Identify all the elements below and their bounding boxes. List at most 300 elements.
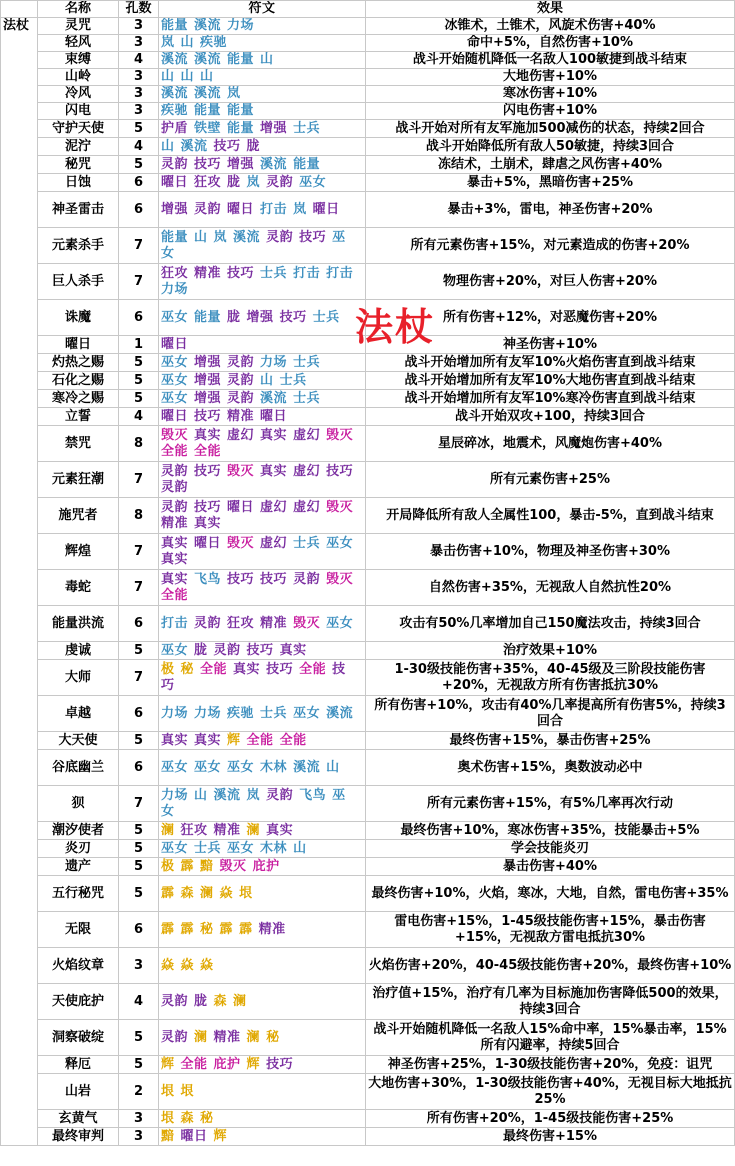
- rune-word: 技巧: [194, 499, 222, 515]
- effect-text: 冻结术，土崩术，肆虐之风伤害+40%: [366, 156, 735, 174]
- rune-list: [159, 534, 366, 570]
- rune-word: 士兵: [312, 309, 340, 325]
- rune-word: 曜日: [227, 499, 255, 515]
- hole-count: 7: [119, 660, 159, 696]
- table-row: [1, 876, 735, 912]
- rune-list: [159, 86, 366, 103]
- item-name: 遗产: [38, 858, 119, 876]
- rune-list: [159, 354, 366, 372]
- rune-list: [159, 498, 366, 534]
- rune-word: 力场: [260, 354, 288, 370]
- rune-word: 霹: [180, 858, 195, 874]
- rune-word: 灵韵: [194, 615, 222, 631]
- rune-word: 巫女: [293, 705, 321, 721]
- hole-count: 5: [119, 1020, 159, 1056]
- rune-word: 技巧: [227, 571, 255, 587]
- effect-text: 最终伤害+10%，火焰，寒冰，大地，自然，雷电伤害+35%: [366, 876, 735, 912]
- effect-text: 冰锥术，土锥术，风旋术伤害+40%: [366, 18, 735, 35]
- hole-count: 6: [119, 192, 159, 228]
- table-row: [1, 1074, 735, 1110]
- rune-list: [159, 156, 366, 174]
- rune-list: [159, 52, 366, 69]
- effect-text: 最终伤害+10%，寒冰伤害+35%，技能暴击+5%: [366, 822, 735, 840]
- effect-text: 最终伤害+15%，暴击伤害+25%: [366, 732, 735, 750]
- rune-word: 精准: [213, 822, 241, 838]
- table-row: [1, 948, 735, 984]
- weapon-type-overlay-label: 法杖: [355, 305, 436, 349]
- item-name: 能量洪流: [38, 606, 119, 642]
- rune-word: 灵韵: [266, 787, 294, 803]
- hole-count: 7: [119, 570, 159, 606]
- rune-word: 灵韵: [266, 229, 294, 245]
- rune-word: 全能: [180, 1056, 208, 1072]
- rune-word: 灵韵: [161, 499, 189, 515]
- effect-text: 战斗开始增加所有友军10%寒冷伤害直到战斗结束: [366, 390, 735, 408]
- rune-list: [159, 822, 366, 840]
- rune-word: 真实: [161, 732, 189, 748]
- rune-word: 技巧: [194, 408, 222, 424]
- item-name: 泥泞: [38, 138, 119, 156]
- rune-list: [159, 390, 366, 408]
- table-row: [1, 1056, 735, 1074]
- rune-word: 增强: [161, 201, 189, 217]
- hole-count: 5: [119, 840, 159, 858]
- hole-count: 7: [119, 786, 159, 822]
- rune-word: 能量: [227, 52, 255, 67]
- rune-word: 垠: [180, 1083, 195, 1099]
- rune-word: 力场: [161, 281, 189, 297]
- item-name: 轻风: [38, 35, 119, 52]
- rune-word: 虚幻: [293, 499, 321, 515]
- rune-word: 辉: [213, 1128, 228, 1144]
- rune-word: 技巧: [260, 571, 288, 587]
- rune-list: [159, 660, 366, 696]
- rune-list: [159, 264, 366, 300]
- table-row: [1, 408, 735, 426]
- rune-list: [159, 876, 366, 912]
- table-row: [1, 426, 735, 462]
- rune-word: 真实: [194, 515, 222, 531]
- rune-word: 山: [180, 69, 195, 84]
- hole-count: 4: [119, 52, 159, 69]
- table-row: [1, 750, 735, 786]
- item-name: 灼热之赐: [38, 354, 119, 372]
- rune-word: 真实: [161, 535, 189, 551]
- hole-count: 3: [119, 86, 159, 103]
- effect-text: 物理伤害+20%，对巨人伤害+20%: [366, 264, 735, 300]
- effect-text: 所有元素伤害+15%，对元素造成的伤害+20%: [366, 228, 735, 264]
- rune-word: 溪流: [161, 52, 189, 67]
- rune-word: 曜日: [161, 336, 189, 352]
- item-name: 石化之赐: [38, 372, 119, 390]
- rune-word: 焱: [200, 957, 214, 973]
- item-name: 冷风: [38, 86, 119, 103]
- rune-word: 士兵: [293, 120, 321, 136]
- item-name: 狈: [38, 786, 119, 822]
- rune-list: [159, 696, 366, 732]
- rune-list: [159, 948, 366, 984]
- rune-word: 力场: [161, 705, 189, 721]
- rune-list: [159, 426, 366, 462]
- effect-text: 所有伤害+12%，对恶魔伤害+20%: [366, 300, 735, 336]
- rune-word: 毁灭: [326, 427, 354, 443]
- rune-word: 巫女: [194, 759, 222, 775]
- hole-count: 7: [119, 462, 159, 498]
- effect-text: 闪电伤害+10%: [366, 103, 735, 120]
- table-row: [1, 786, 735, 822]
- table-row: [1, 103, 735, 120]
- rune-word: 灵韵: [194, 201, 222, 217]
- rune-word: 打击: [293, 265, 321, 281]
- effect-text: 暴击伤害+40%: [366, 858, 735, 876]
- table-row: [1, 228, 735, 264]
- rune-word: 岚: [161, 35, 175, 50]
- rune-word: 霹: [161, 921, 175, 937]
- rune-list: [159, 462, 366, 498]
- rune-word: 灵韵: [293, 571, 321, 587]
- rune-list: [159, 1110, 366, 1128]
- rune-list: [159, 1128, 366, 1146]
- rune-word: 护盾: [161, 120, 189, 136]
- table-row: [1, 534, 735, 570]
- rune-word: 虚幻: [293, 463, 321, 479]
- rune-word: 巫女: [299, 174, 327, 190]
- rune-word: 技巧: [266, 661, 294, 677]
- rune-word: 溪流: [161, 86, 189, 101]
- rune-word: 曜日: [227, 201, 255, 217]
- rune-word: 巫女: [227, 840, 255, 856]
- rune-word: 胧: [194, 642, 208, 658]
- rune-word: 焱: [161, 957, 175, 973]
- rune-word: 技巧: [266, 1056, 294, 1072]
- rune-word: 山: [326, 759, 340, 775]
- item-name: 元素杀手: [38, 228, 119, 264]
- effect-text: 神圣伤害+10%: [366, 336, 735, 354]
- item-name: 释厄: [38, 1056, 119, 1074]
- rune-word: 灵韵: [227, 390, 255, 406]
- rune-word: 岚: [246, 174, 261, 190]
- table-row: [1, 642, 735, 660]
- rune-list: [159, 120, 366, 138]
- rune-word: 霹: [239, 921, 253, 937]
- rune-word: 山: [260, 52, 274, 67]
- effect-text: 攻击有50%几率增加自己150魔法攻击，持续3回合: [366, 606, 735, 642]
- table-row: [1, 390, 735, 408]
- rune-word: 岚: [213, 229, 228, 245]
- hole-count: 5: [119, 120, 159, 138]
- rune-word: 全能: [299, 661, 327, 677]
- rune-word: 增强: [260, 120, 288, 136]
- rune-word: 虚幻: [227, 427, 255, 443]
- hole-count: 5: [119, 732, 159, 750]
- header-name: 名称: [38, 1, 119, 18]
- rune-word: 疾驰: [227, 705, 255, 721]
- rune-word: 灵韵: [227, 354, 255, 370]
- rune-word: 山: [194, 787, 208, 803]
- effect-text: 战斗开始降低所有敌人50敏捷，持续3回合: [366, 138, 735, 156]
- rune-word: 虚幻: [293, 427, 321, 443]
- rune-word: 士兵: [293, 535, 321, 551]
- rune-word: 技巧: [299, 229, 327, 245]
- hole-count: 5: [119, 1056, 159, 1074]
- rune-word: 辉: [246, 1056, 261, 1072]
- rune-word: 士兵: [260, 705, 288, 721]
- effect-text: 所有元素伤害+15%，有5%几率再次行动: [366, 786, 735, 822]
- rune-list: [159, 786, 366, 822]
- rune-list: [159, 606, 366, 642]
- effect-text: 暴击+3%，雷电，神圣伤害+20%: [366, 192, 735, 228]
- rune-word: 增强: [194, 354, 222, 370]
- item-name: 山岭: [38, 69, 119, 86]
- hole-count: 8: [119, 498, 159, 534]
- item-name: 卓越: [38, 696, 119, 732]
- hole-count: 7: [119, 534, 159, 570]
- rune-word: 山: [293, 840, 307, 856]
- rune-word: 溪流: [194, 18, 222, 33]
- rune-word: 垠: [161, 1110, 175, 1126]
- table-row: [1, 498, 735, 534]
- item-name: 立誓: [38, 408, 119, 426]
- rune-word: 力场: [161, 787, 189, 803]
- hole-count: 5: [119, 858, 159, 876]
- rune-word: 曜日: [161, 174, 189, 190]
- rune-word: 胧: [194, 993, 208, 1009]
- rune-list: [159, 138, 366, 156]
- rune-word: 能量: [227, 103, 255, 118]
- rune-word: 曜日: [260, 408, 288, 424]
- rune-word: 虚幻: [260, 499, 288, 515]
- rune-word: 山: [161, 69, 175, 84]
- rune-word: 秘: [180, 661, 195, 677]
- rune-word: 士兵: [293, 354, 321, 370]
- effect-text: 星辰碎冰，地震术，风魔炮伤害+40%: [366, 426, 735, 462]
- effect-text: 战斗开始随机降低一名敌人100敏捷到战斗结束: [366, 52, 735, 69]
- effect-text: 最终伤害+15%: [366, 1128, 735, 1146]
- effect-text: 战斗开始随机降低一名敌人15%命中率，15%暴击率，15%所有闪避率，持续5回合: [366, 1020, 735, 1056]
- rune-word: 极: [161, 661, 175, 677]
- hole-count: 3: [119, 35, 159, 52]
- rune-word: 庇护: [213, 1056, 241, 1072]
- table-row: [1, 732, 735, 750]
- rune-word: 精准: [194, 265, 222, 281]
- item-name: 神圣雷击: [38, 192, 119, 228]
- table-row: [1, 120, 735, 138]
- rune-word: 狂攻: [227, 615, 255, 631]
- item-name: 潮汐使者: [38, 822, 119, 840]
- item-name: 寒冷之赐: [38, 390, 119, 408]
- table-row: [1, 372, 735, 390]
- item-name: 束缚: [38, 52, 119, 69]
- effect-text: 大地伤害+30%，1-30级技能伤害+40%，无视目标大地抵抗25%: [366, 1074, 735, 1110]
- item-name: 玄黄气: [38, 1110, 119, 1128]
- rune-word: 巫女: [161, 642, 189, 658]
- rune-word: 焱: [180, 957, 195, 973]
- rune-list: [159, 642, 366, 660]
- rune-word: 曜日: [312, 201, 340, 217]
- item-name: 谷底幽兰: [38, 750, 119, 786]
- hole-count: 3: [119, 69, 159, 86]
- rune-word: 能量: [293, 156, 321, 172]
- table-row: [1, 1110, 735, 1128]
- rune-list: [159, 18, 366, 35]
- rune-word: 溪流: [326, 705, 354, 721]
- rune-list: [159, 840, 366, 858]
- table-row: [1, 86, 735, 103]
- rune-word: 澜: [194, 1029, 208, 1045]
- table-row: [1, 660, 735, 696]
- rune-word: 精准: [161, 515, 189, 531]
- rune-word: 增强: [194, 390, 222, 406]
- rune-word: 疾驰: [200, 35, 228, 50]
- rune-word: 巫女: [161, 787, 346, 819]
- table-row: [1, 69, 735, 86]
- item-name: 辉煌: [38, 534, 119, 570]
- rune-word: 溪流: [213, 787, 241, 803]
- rune-word: 溪流: [194, 52, 222, 67]
- rune-word: 精准: [227, 408, 255, 424]
- item-name: 灵咒: [38, 18, 119, 35]
- rune-list: [159, 750, 366, 786]
- effect-text: 所有伤害+10%，攻击有40%几率提高所有伤害5%，持续3回合: [366, 696, 735, 732]
- rune-word: 木林: [260, 759, 288, 775]
- rune-list: [159, 1056, 366, 1074]
- item-name: 日蚀: [38, 174, 119, 192]
- rune-word: 霹: [161, 885, 175, 901]
- header-row: [1, 1, 735, 18]
- rune-word: 毁灭: [326, 499, 354, 515]
- effect-text: 寒冰伤害+10%: [366, 86, 735, 103]
- rune-word: 溪流: [194, 86, 222, 101]
- item-name: 无限: [38, 912, 119, 948]
- rune-word: 能量: [194, 309, 222, 325]
- effect-text: 火焰伤害+20%，40-45级技能伤害+20%，最终伤害+10%: [366, 948, 735, 984]
- table-row: [1, 1128, 735, 1146]
- table-row: [1, 138, 735, 156]
- rune-word: 灵韵: [227, 372, 255, 388]
- hole-count: 1: [119, 336, 159, 354]
- rune-list: [159, 372, 366, 390]
- rune-word: 森: [213, 993, 228, 1009]
- rune-word: 庇护: [252, 858, 280, 874]
- rune-word: 霹: [219, 921, 234, 937]
- rune-word: 山: [180, 35, 195, 50]
- table-row: [1, 156, 735, 174]
- rune-word: 全能: [161, 443, 189, 459]
- rune-word: 胧: [227, 174, 241, 190]
- effect-text: 开局降低所有敌人全属性100，暴击-5%，直到战斗结束: [366, 498, 735, 534]
- rune-word: 全能: [279, 732, 307, 748]
- item-name: 天使庇护: [38, 984, 119, 1020]
- item-name: 毒蛇: [38, 570, 119, 606]
- table-row: [1, 570, 735, 606]
- rune-list: [159, 174, 366, 192]
- rune-word: 狂攻: [180, 822, 208, 838]
- rune-word: 增强: [246, 309, 274, 325]
- rune-word: 毁灭: [161, 427, 189, 443]
- effect-text: 暴击伤害+10%，物理及神圣伤害+30%: [366, 534, 735, 570]
- rune-word: 真实: [279, 642, 307, 658]
- rune-word: 真实: [266, 822, 294, 838]
- rune-word: 全能: [161, 587, 189, 603]
- header-category: [1, 1, 38, 18]
- rune-word: 技巧: [213, 138, 241, 154]
- rune-word: 木林: [260, 840, 288, 856]
- rune-word: 岚: [246, 787, 261, 803]
- rune-word: 霹: [180, 921, 195, 937]
- rune-word: 技巧: [227, 265, 255, 281]
- rune-word: 巫女: [227, 759, 255, 775]
- rune-word: 全能: [200, 661, 228, 677]
- hole-count: 8: [119, 426, 159, 462]
- hole-count: 2: [119, 1074, 159, 1110]
- rune-list: [159, 69, 366, 86]
- effect-text: 战斗开始增加所有友军10%大地伤害直到战斗结束: [366, 372, 735, 390]
- hole-count: 6: [119, 696, 159, 732]
- rune-list: [159, 336, 366, 354]
- rune-word: 毁灭: [227, 463, 255, 479]
- rune-word: 溪流: [260, 156, 288, 172]
- hole-count: 3: [119, 103, 159, 120]
- hole-count: 3: [119, 1110, 159, 1128]
- table-row: [1, 858, 735, 876]
- rune-word: 溪流: [180, 138, 208, 154]
- effect-text: 命中+5%，自然伤害+10%: [366, 35, 735, 52]
- rune-word: 辉: [161, 1056, 175, 1072]
- table-row: [1, 354, 735, 372]
- rune-word: 巫女: [161, 372, 189, 388]
- rune-word: 力场: [194, 705, 222, 721]
- effect-text: 1-30级技能伤害+35%，40-45级及三阶段技能伤害+20%，无视敌方所有伤害抵抗30%: [366, 660, 735, 696]
- table-row: [1, 912, 735, 948]
- rune-word: 澜: [246, 822, 261, 838]
- rune-word: 力场: [227, 18, 255, 33]
- rune-word: 巫女: [161, 229, 346, 261]
- item-name: 巨人杀手: [38, 264, 119, 300]
- rune-word: 溪流: [293, 759, 321, 775]
- rune-word: 真实: [233, 661, 261, 677]
- rune-word: 铁壁: [194, 120, 222, 136]
- rune-word: 增强: [227, 156, 255, 172]
- rune-word: 能量: [161, 229, 189, 245]
- rune-word: 灵韵: [161, 1029, 189, 1045]
- hole-count: 4: [119, 138, 159, 156]
- effect-text: 战斗开始增加所有友军10%火焰伤害直到战斗结束: [366, 354, 735, 372]
- item-name: 洞察破绽: [38, 1020, 119, 1056]
- rune-word: 巫女: [326, 615, 354, 631]
- rune-word: 垠: [239, 885, 253, 901]
- rune-word: 飞鸟: [194, 571, 222, 587]
- rune-word: 巫女: [161, 390, 189, 406]
- rune-list: [159, 912, 366, 948]
- rune-word: 灵韵: [161, 156, 189, 172]
- rune-word: 士兵: [194, 840, 222, 856]
- item-name: 闪电: [38, 103, 119, 120]
- item-name: 禁咒: [38, 426, 119, 462]
- rune-list: [159, 408, 366, 426]
- item-name: 守护天使: [38, 120, 119, 138]
- rune-word: 极: [161, 858, 175, 874]
- rune-word: 技巧: [161, 661, 346, 693]
- rune-list: [159, 732, 366, 750]
- effect-text: 神圣伤害+25%，1-30级技能伤害+20%，免疫：诅咒: [366, 1056, 735, 1074]
- rune-word: 士兵: [293, 390, 321, 406]
- rune-word: 真实: [161, 551, 189, 567]
- effect-text: 治疗值+15%，治疗有几率为目标施加伤害降低500的效果，持续3回合: [366, 984, 735, 1020]
- rune-word: 黯: [161, 1128, 175, 1144]
- rune-word: 胧: [246, 138, 261, 154]
- header-holes: 孔数: [119, 1, 159, 18]
- rune-word: 山: [194, 229, 208, 245]
